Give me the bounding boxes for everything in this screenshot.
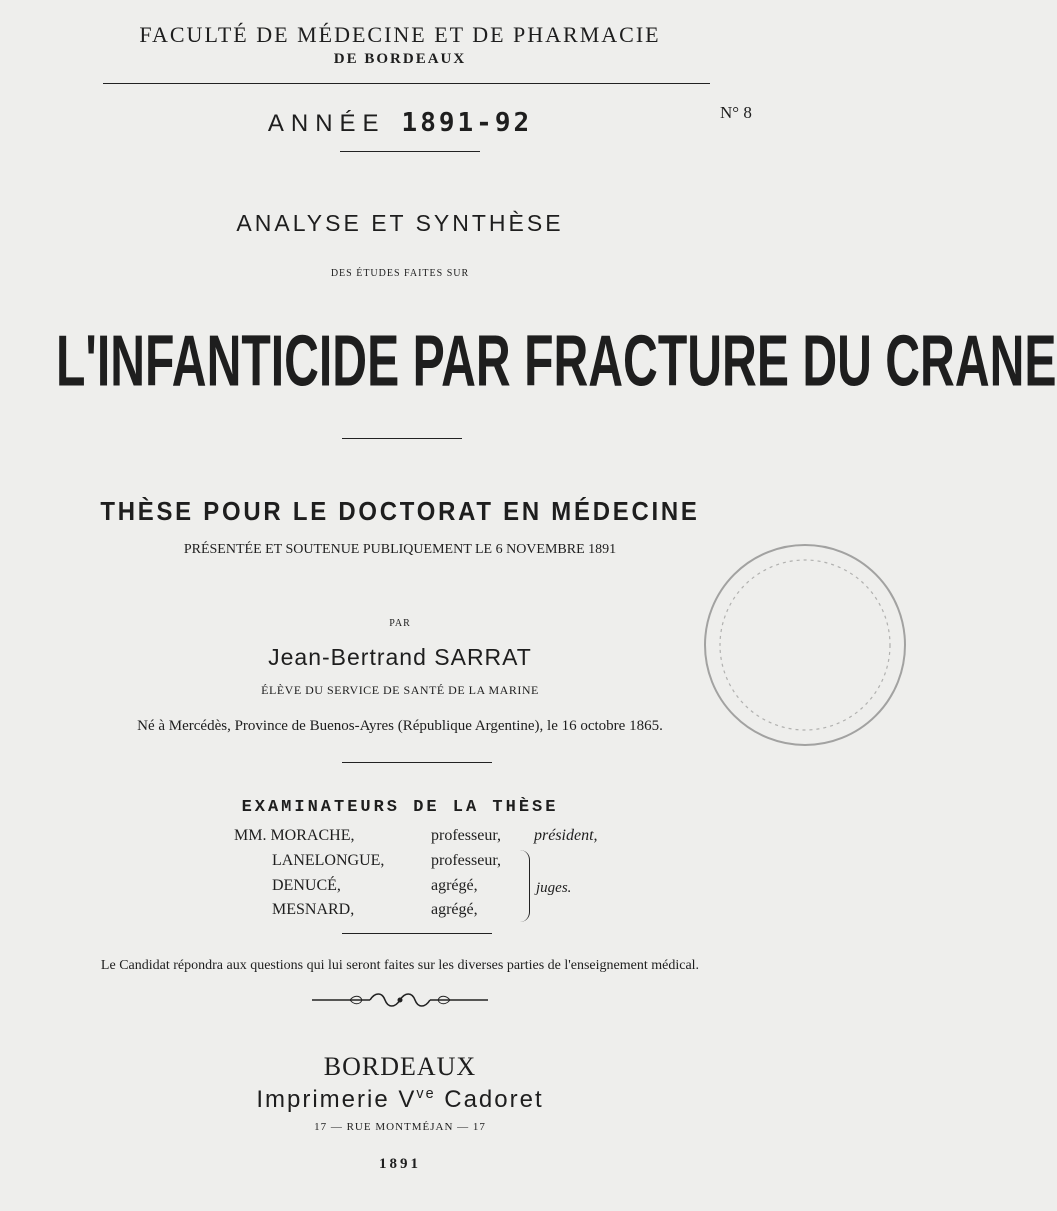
judges-brace <box>517 850 530 922</box>
faculty-city: DE BORDEAUX <box>333 51 467 67</box>
main-title: L'INFANTICIDE PAR FRACTURE DU CRANE <box>56 319 1057 402</box>
examiner-rank: agrégé, <box>431 901 478 918</box>
thesis-title: THÈSE POUR LE DOCTORAT EN MÉDECINE <box>100 496 700 526</box>
academic-year-value: 1891-92 <box>401 108 533 138</box>
imprint-printer-b: Cadoret <box>435 1086 544 1113</box>
examiner-name: DENUCÉ, <box>272 877 341 894</box>
imprint-address: 17 — RUE MONTMÉJAN — 17 <box>314 1121 486 1133</box>
author-name: Jean-Bertrand SARRAT <box>268 644 532 670</box>
jury-divider <box>342 933 492 934</box>
academic-year-label: ANNÉE <box>267 110 386 137</box>
academic-year <box>0 108 800 138</box>
imprint-printer <box>0 1086 800 1114</box>
by-label: PAR <box>389 618 411 629</box>
author-birth: Né à Mercédès, Province de Buenos-Ayres (République Argentine), le 16 octobre 1865. <box>137 718 663 734</box>
header-divider <box>103 83 710 84</box>
examiner-role: président, <box>534 827 598 844</box>
title-line-2: DES ÉTUDES FAITES SUR <box>330 268 470 279</box>
examiner-rank: professeur, <box>431 827 501 844</box>
defense-date: PRÉSENTÉE ET SOUTENUE PUBLIQUEMENT LE 6 NOVEMBRE 1891 <box>183 542 617 557</box>
examiner-name: MESNARD, <box>272 901 355 918</box>
library-stamp-seal <box>695 535 825 755</box>
author-divider <box>342 762 492 763</box>
author-status: ÉLÈVE DU SERVICE DE SANTÉ DE LA MARINE <box>261 683 539 697</box>
imprint-printer-a: Imprimerie V <box>256 1086 417 1113</box>
examiners-title: EXAMINATEURS DE LA THÈSE <box>241 798 559 817</box>
candidate-note: Le Candidat répondra aux questions qui lui seront faites sur les diverses parties de l'enseignement médical. <box>100 958 700 973</box>
ornament-flourish <box>310 990 490 1010</box>
examiner-name: LANELONGUE, <box>272 852 385 869</box>
year-divider <box>340 151 480 152</box>
imprint-printer-sup: ve <box>416 1086 436 1102</box>
title-line-1: ANALYSE ET SYNTHÈSE <box>236 210 564 236</box>
examiner-name: MM. MORACHE, <box>234 827 355 844</box>
examiner-rank: professeur, <box>431 852 501 869</box>
imprint-year: 1891 <box>379 1156 421 1172</box>
examiner-rank: agrégé, <box>431 877 478 894</box>
imprint-city: BORDEAUX <box>323 1052 477 1081</box>
judges-label: juges. <box>536 880 572 896</box>
title-divider <box>342 438 462 439</box>
faculty-heading: FACULTÉ DE MÉDECINE ET DE PHARMACIE <box>139 22 661 47</box>
thesis-number: N° 8 <box>720 103 752 122</box>
